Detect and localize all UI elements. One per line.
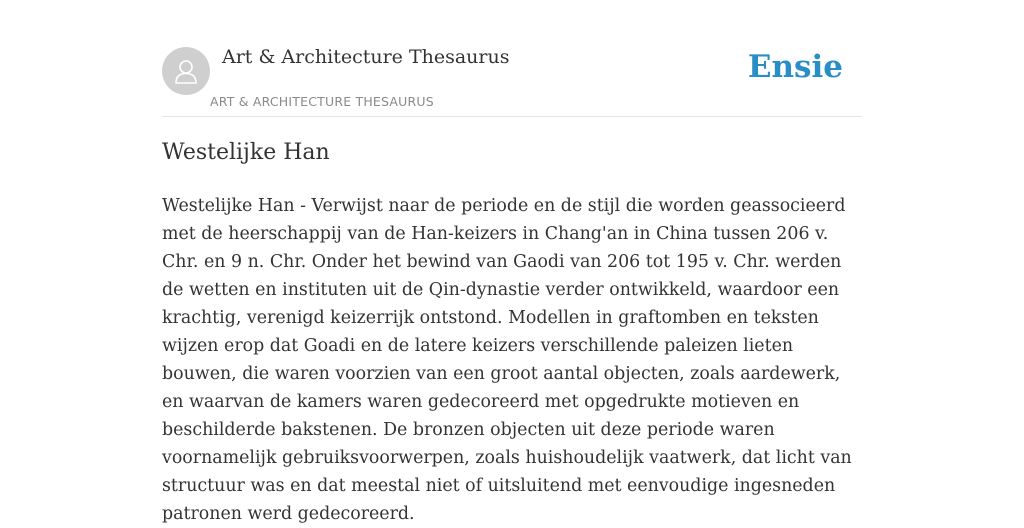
- source-avatar[interactable]: [162, 47, 210, 95]
- article-body: Westelijke Han - Verwijst naar de periode en de stijl die worden geassocieerd met de heerschappij van de Han-keizers in Chang'an in China tussen 206 v. Chr. en 9 n. Chr. Onder het bewind van Gaodi van 206 tot 195 v. Chr. werden de wetten en instituten uit de Qin-dynastie verder ontwikkeld, waardoor een krachtig, verenigd keizerrijk ontstond. Modellen in graftomben en teksten wijzen erop dat Goadi en de latere keizers verschillende paleizen lieten bouwen, die waren voorzien van een groot aantal objecten, zoals aardewerk, en waarvan de kamers waren gedecoreerd met opgedrukte motieven en beschilderde bakstenen. De bronzen objecten uit deze periode waren voornamelijk gebruiksvoorwerpen, zoals huishoudelijk vaatwerk, dat licht van structuur was en dat meestal niet of uitsluitend met eenvoudige ingesneden patronen werd gedecoreerd.: [162, 196, 852, 524]
- source-subtitle-link[interactable]: ART & ARCHITECTURE THESAURUS: [210, 94, 434, 109]
- article-title: Westelijke Han: [162, 140, 330, 165]
- source-header: [162, 40, 862, 117]
- source-title-link[interactable]: Art & Architecture Thesaurus: [222, 46, 510, 68]
- user-icon: [171, 56, 201, 86]
- ensie-logo[interactable]: Ensie: [747, 49, 843, 85]
